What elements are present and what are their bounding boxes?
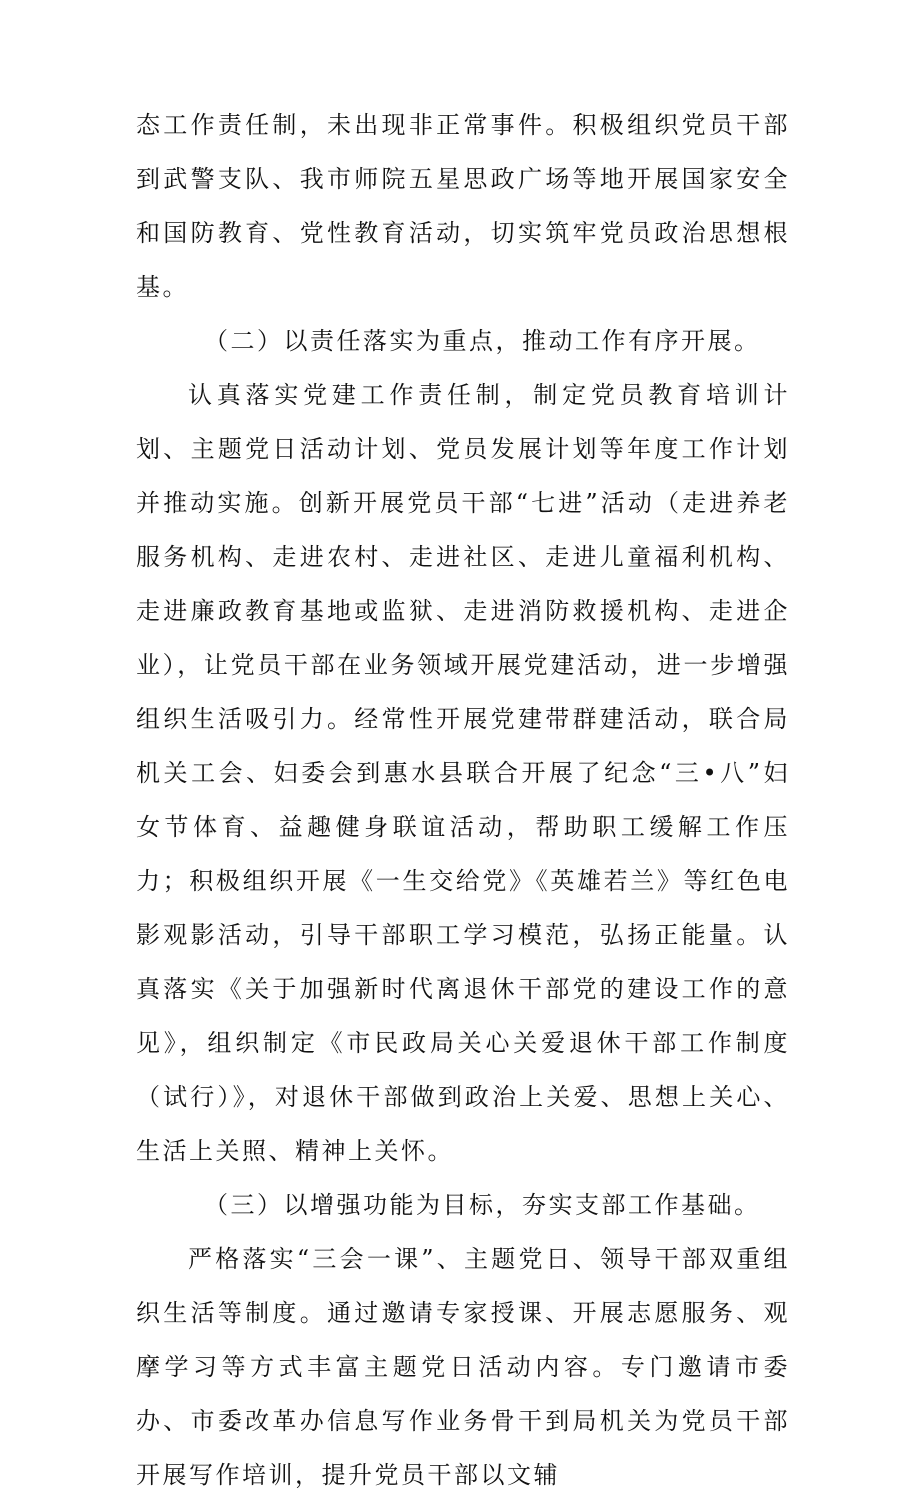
section-heading-2: （二）以责任落实为重点，推动工作有序开展。 <box>204 327 761 355</box>
section-heading-3: （三）以增强功能为目标，夯实支部工作基础。 <box>204 1191 761 1219</box>
paragraph-responsibility: 认真落实党建工作责任制，制定党员教育培训计划、主题党日活动计划、党员发展计划等年度工作计划并推动实施。创新开展党员干部“七进”活动（走进养老服务机构、走进农村、走进社区、走进儿童福利机构、走进廉政教育基地或监狱、走进消防救援机构、走进企业），让党员干部在业务领域开展党建活动，进一步增强组织生活吸引力。经常性开展党建带群建活动，联合局机关工会、妇委会到惠水县联合开展了纪念“三•八”妇女节体育、益趣健身联谊活动，帮助职工缓解工作压力；积极组织开展《一生交给党》《英雄若兰》等红色电影观影活动，引导干部职工学习模范，弘扬正能量。认真落实《关于加强新时代离退休干部党的建设工作的意见》，组织制定《市民政局关心关爱退休干部工作制度（试行）》，对退休干部做到政治上关爱、思想上关心、生活上关照、精神上关怀。 <box>136 381 790 1165</box>
paragraph-branch-work: 严格落实“三会一课”、主题党日、领导干部双重组织生活等制度。通过邀请专家授课、开展志愿服务、观摩学习等方式丰富主题党日活动内容。专门邀请市委办、市委改革办信息写作业务骨干到局机关为党员干部开展写作培训，提升党员干部以文辅 <box>136 1245 790 1489</box>
paragraph-continued: 态工作责任制，未出现非正常事件。积极组织党员干部到武警支队、我市师院五星思政广场等地开展国家安全和国防教育、党性教育活动，切实筑牢党员政治思想根基。 <box>136 111 790 301</box>
document-body <box>136 98 790 1502</box>
